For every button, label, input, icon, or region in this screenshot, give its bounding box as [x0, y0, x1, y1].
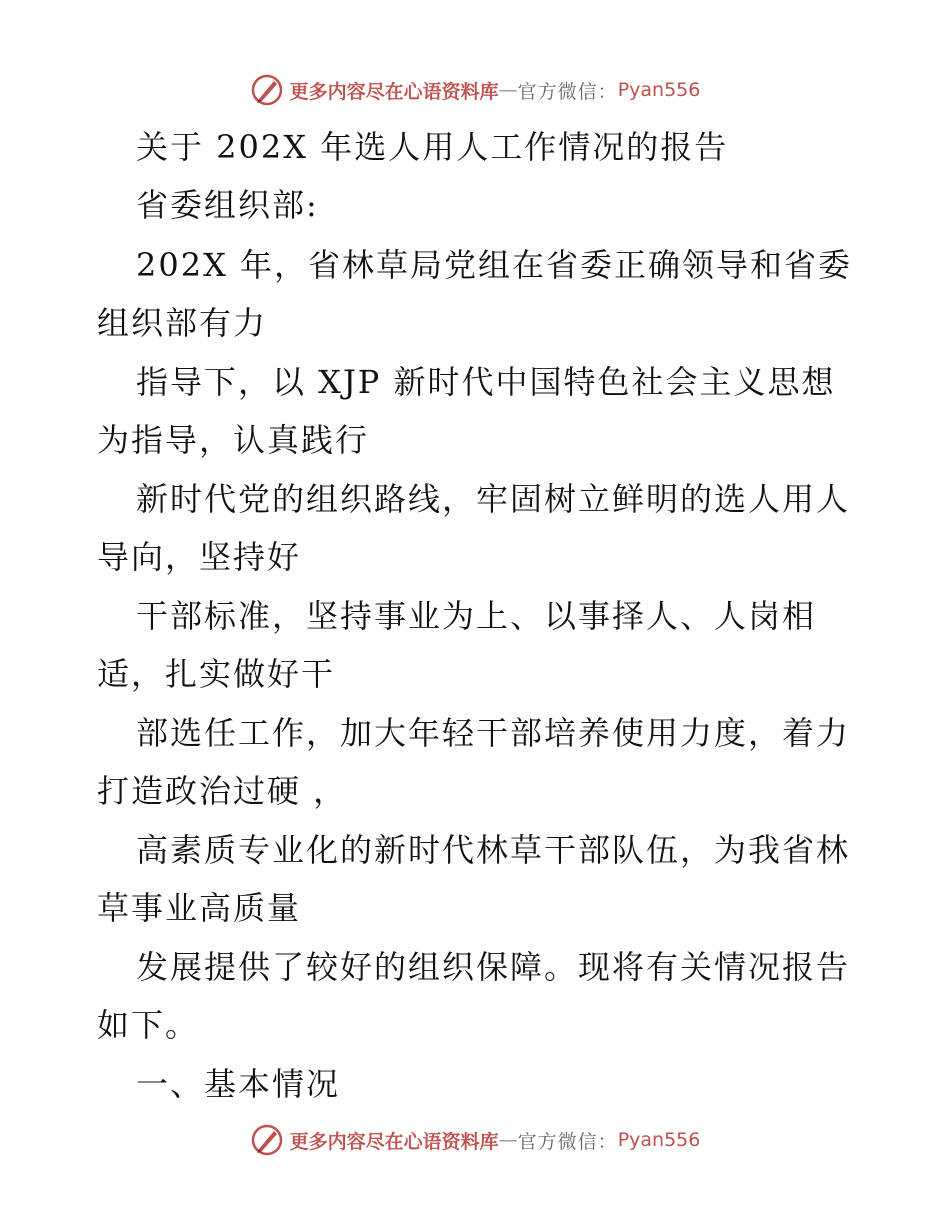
banner-official-label: 官方微信：	[517, 1130, 618, 1153]
paragraph-line: 指导下，以 XJP 新时代中国特色社会主义思想	[136, 363, 836, 401]
section-heading: 一、基本情况	[136, 1065, 341, 1103]
document-title: 关于 202X 年选人用人工作情况的报告	[136, 128, 729, 166]
banner-brand-text: 更多内容尽在心语资料库	[289, 1130, 499, 1153]
paragraph-line: 如下。	[97, 1006, 200, 1044]
paragraph-line: 部选任工作，加大年轻干部培养使用力度，着力	[136, 714, 851, 752]
paragraph-line: 导向，坚持好	[97, 538, 302, 576]
paragraph-line: 高素质专业化的新时代林草干部队伍，为我省林	[136, 831, 851, 869]
paragraph-line: 新时代党的组织路线，牢固树立鲜明的选人用人	[136, 480, 851, 518]
paragraph-line: 干部标准，坚持事业为上、以事择人、人岗相	[136, 597, 817, 635]
banner-dash: —	[498, 1129, 518, 1151]
quill-pen-logo-icon	[250, 1123, 284, 1157]
paragraph-line: 适，扎实做好干	[97, 655, 336, 693]
header-banner	[0, 70, 950, 110]
banner-wechat-handle: Pyan556	[617, 79, 701, 101]
paragraph-line: 组织部有力	[97, 304, 268, 342]
paragraph-line: 发展提供了较好的组织保障。现将有关情况报告	[136, 948, 851, 986]
paragraph-line: 草事业高质量	[97, 889, 302, 927]
banner-brand-text: 更多内容尽在心语资料库	[289, 80, 499, 103]
quill-pen-logo-icon	[250, 73, 284, 107]
banner-official-label: 官方微信：	[517, 80, 618, 103]
addressee-line: 省委组织部:	[136, 186, 319, 224]
banner-wechat-handle: Pyan556	[617, 1129, 701, 1151]
banner-dash: —	[498, 79, 518, 101]
paragraph-line: 202X 年，省林草局党组在省委正确领导和省委	[136, 246, 853, 284]
footer-banner	[0, 1120, 950, 1160]
paragraph-line: 打造政治过硬 ，	[97, 772, 348, 810]
paragraph-line: 为指导，认真践行	[97, 421, 370, 459]
